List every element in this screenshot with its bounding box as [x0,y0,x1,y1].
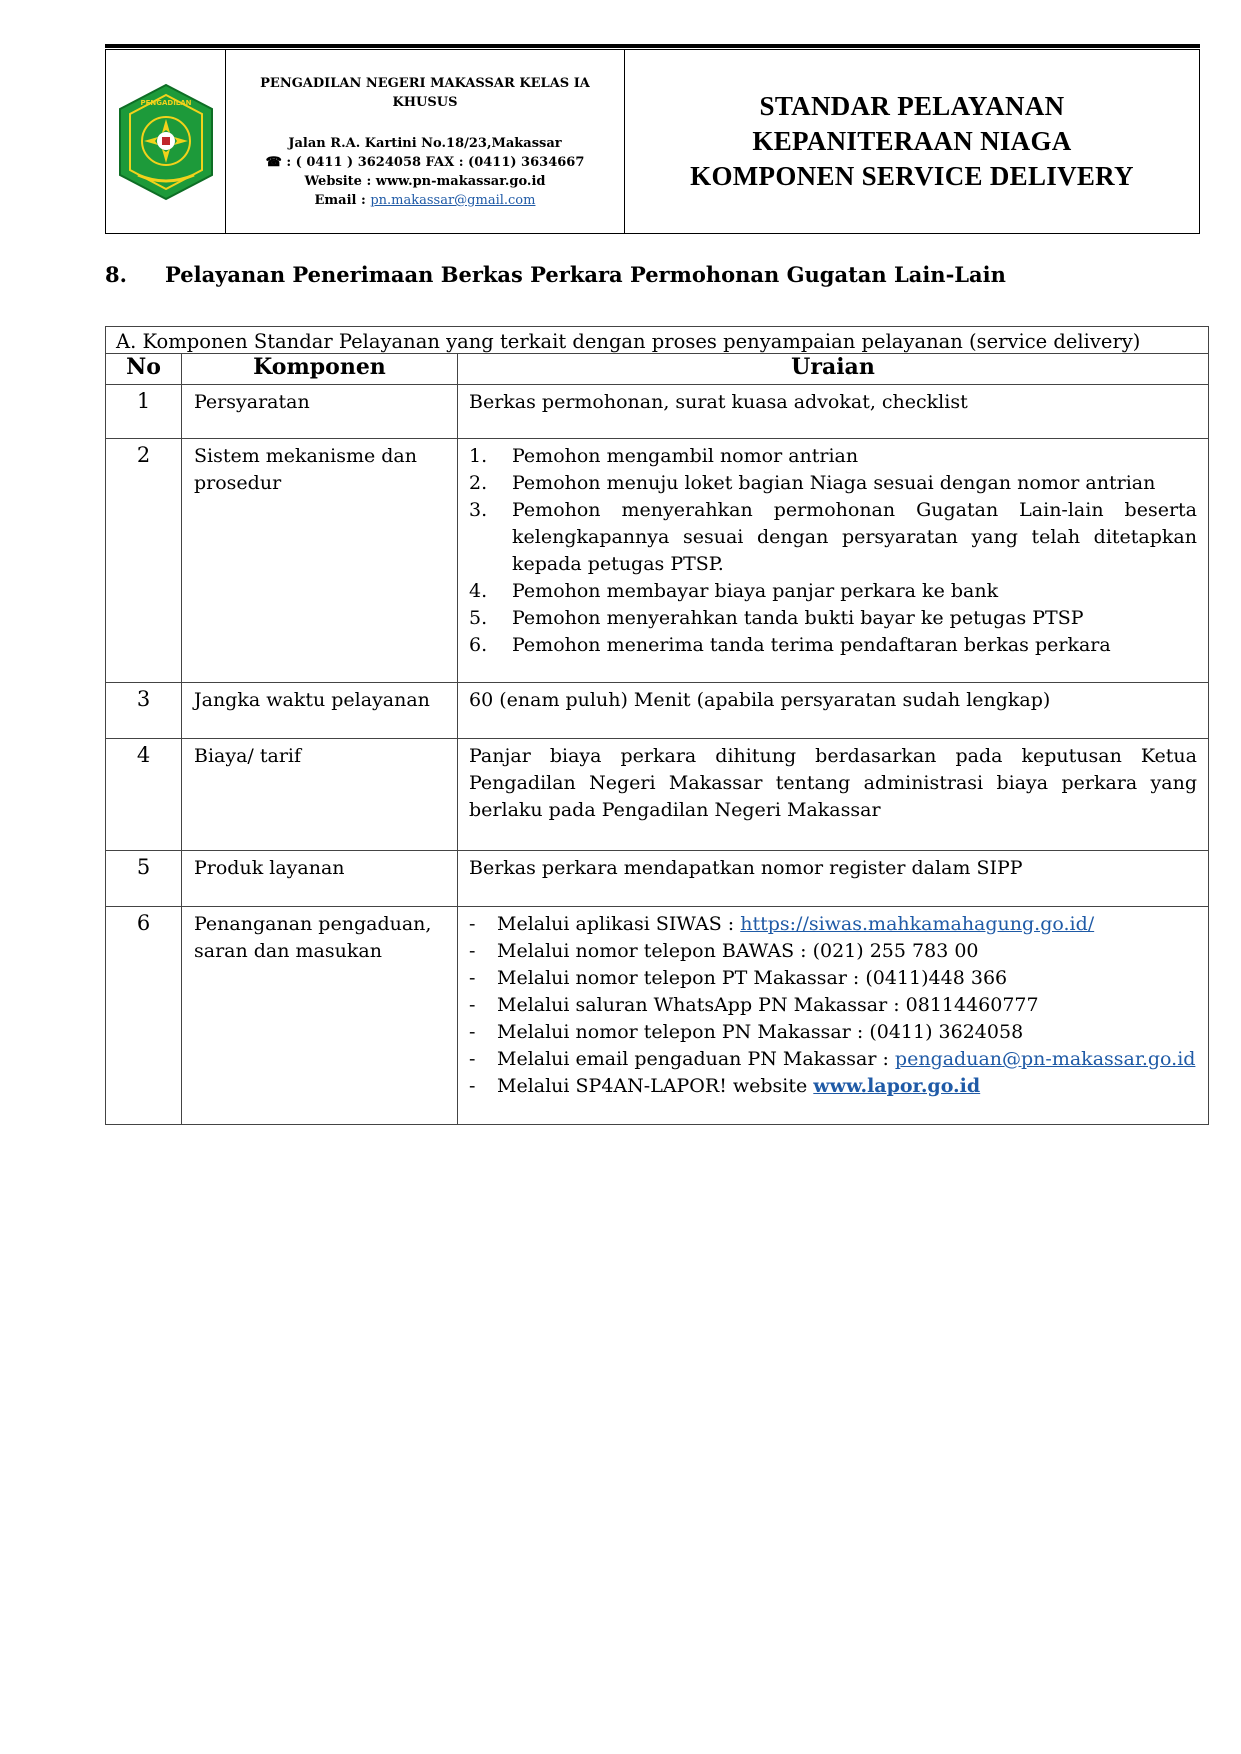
table-caption: A. Komponen Standar Pelayanan yang terkait dengan proses penyampaian pelayanan (service delivery) [106,327,1209,354]
row-no: 2 [106,439,182,683]
procedure-steps [469,443,1197,659]
row-uraian [458,907,1209,1125]
table-row [106,739,1209,851]
court-info-cell [226,50,625,233]
title-line-3: KOMPONEN SERVICE DELIVERY [690,161,1134,191]
court-website: Website : www.pn-makassar.go.id [304,174,546,189]
row-uraian: Berkas permohonan, surat kuasa advokat, checklist [458,385,1209,439]
section-number: 8. [105,262,127,287]
row-komponen: Penanganan pengaduan, saran dan masukan [182,907,458,1125]
table-row [106,907,1209,1125]
list-item: 6. Pemohon menerima tanda terima pendaftaran berkas perkara [469,634,1111,656]
row-komponen: Produk layanan [182,851,458,907]
table-row [106,683,1209,739]
row-uraian: 60 (enam puluh) Menit (apabila persyaratan sudah lengkap) [458,683,1209,739]
title-line-2: KEPANITERAAN NIAGA [752,126,1072,156]
svg-text:PENGADILAN: PENGADILAN [139,98,192,107]
court-logo-icon [116,83,216,201]
list-item: 5. Pemohon menyerahkan tanda bukti bayar ke petugas PTSP [469,607,1084,629]
header-top-rule [105,44,1200,48]
list-item: - Melalui nomor telepon BAWAS : (021) 255 783 00 [469,940,979,962]
row-no: 6 [106,907,182,1125]
header-no: No [106,354,182,385]
row-uraian [458,439,1209,683]
section-heading [105,262,1006,287]
court-name: PENGADILAN NEGERI MAKASSAR KELAS IA KHUSUS [260,76,590,110]
list-item: - Melalui nomor telepon PN Makassar : (0411) 3624058 [469,1021,1024,1043]
list-item: 3. Pemohon menyerahkan permohonan Gugatan Lain-lain beserta kelengkapannya sesuai dengan persyaratan yang telah ditetapkan kepada petugas PTSP. [469,499,1197,575]
list-item: - Melalui SP4AN-LAPOR! website www.lapor.go.id [469,1075,981,1097]
list-item: - Melalui saluran WhatsApp PN Makassar : 08114460777 [469,994,1039,1016]
list-item: - Melalui nomor telepon PT Makassar : (0411)448 366 [469,967,1008,989]
table-row [106,439,1209,683]
list-item: 4. Pemohon membayar biaya panjar perkara ke bank [469,580,999,602]
logo-cell [106,50,226,233]
complaint-email-link[interactable]: pengaduan@pn-makassar.go.id [894,1048,1196,1070]
complaint-channels [469,911,1197,1100]
row-komponen: Persyaratan [182,385,458,439]
email-link[interactable]: pn.makassar@gmail.com [370,193,536,208]
header-komponen: Komponen [182,354,458,385]
court-email: Email : pn.makassar@gmail.com [314,193,536,208]
row-no: 5 [106,851,182,907]
lapor-link[interactable]: www.lapor.go.id [813,1075,981,1097]
court-address: Jalan R.A. Kartini No.18/23,Makassar [288,136,562,151]
service-standard-table [105,326,1209,1125]
section-title-text: Pelayanan Penerimaan Berkas Perkara Permohonan Gugatan Lain-Lain [165,262,1006,287]
row-komponen: Sistem mekanisme dan prosedur [182,439,458,683]
list-item: - Melalui email pengaduan PN Makassar : pengaduan@pn-makassar.go.id [469,1048,1196,1070]
header-uraian: Uraian [458,354,1209,385]
row-uraian: Panjar biaya perkara dihitung berdasarkan pada keputusan Ketua Pengadilan Negeri Makassar tentang administrasi biaya perkara yang berlaku pada Pengadilan Negeri Makassar [458,739,1209,851]
table-header-row [106,354,1209,385]
phone-icon: ☎ [265,155,282,170]
siwas-link[interactable]: https://siwas.mahkamahagung.go.id/ [740,913,1095,935]
row-no: 4 [106,739,182,851]
title-line-1: STANDAR PELAYANAN [759,91,1065,121]
table-caption-row [106,327,1209,354]
row-no: 1 [106,385,182,439]
court-phone: ☎ : ( 0411 ) 3624058 FAX : (0411) 3634667 [265,155,585,170]
list-item: 1. Pemohon mengambil nomor antrian [469,445,859,467]
document-header [105,49,1200,234]
table-row [106,385,1209,439]
list-item: - Melalui aplikasi SIWAS : https://siwas.mahkamahagung.go.id/ [469,913,1095,935]
row-uraian: Berkas perkara mendapatkan nomor register dalam SIPP [458,851,1209,907]
row-komponen: Biaya/ tarif [182,739,458,851]
table-row [106,851,1209,907]
list-item: 2. Pemohon menuju loket bagian Niaga sesuai dengan nomor antrian [469,472,1156,494]
document-title [625,50,1199,233]
row-no: 3 [106,683,182,739]
row-komponen: Jangka waktu pelayanan [182,683,458,739]
